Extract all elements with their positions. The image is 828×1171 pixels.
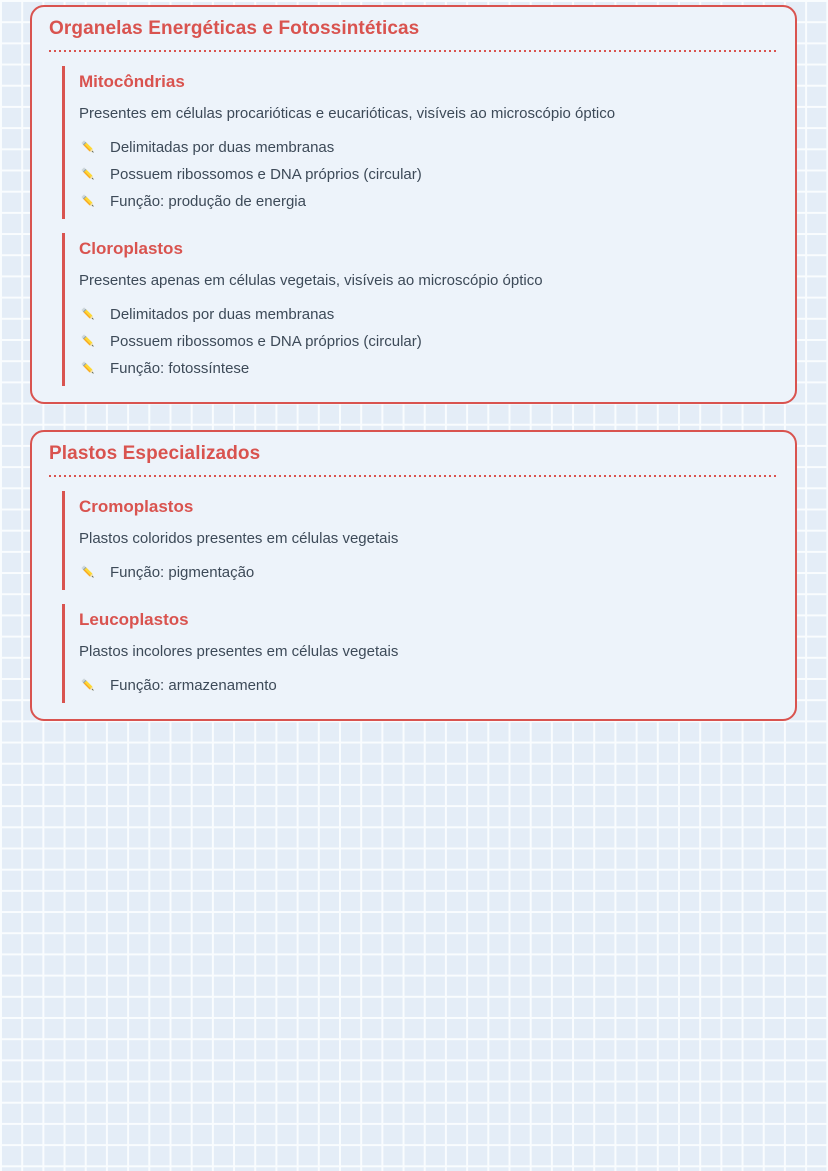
dotted-divider bbox=[49, 50, 778, 52]
bullet-item bbox=[79, 328, 778, 355]
bullet-list bbox=[79, 559, 778, 586]
bullet-item bbox=[79, 161, 778, 188]
bullet-list bbox=[79, 301, 778, 382]
subtopic-section bbox=[62, 604, 778, 703]
subtopic-section bbox=[62, 233, 778, 386]
bullet-list bbox=[79, 134, 778, 215]
pencil-icon bbox=[79, 192, 98, 211]
bullet-item bbox=[79, 559, 778, 586]
pencil-icon bbox=[79, 563, 98, 582]
subtopic-section bbox=[62, 66, 778, 219]
subtopic-heading: Mitocôndrias bbox=[79, 72, 185, 91]
bullet-text: Delimitadas por duas membranas bbox=[110, 139, 335, 156]
pencil-icon bbox=[79, 359, 98, 378]
bullet-item bbox=[79, 301, 778, 328]
pencil-icon bbox=[79, 676, 98, 695]
topic-card bbox=[30, 5, 797, 404]
subtopic-description: Plastos incolores presentes em células vegetais bbox=[79, 643, 399, 660]
bullet-item bbox=[79, 355, 778, 382]
card-title: Plastos Especializados bbox=[49, 443, 261, 464]
topic-card bbox=[30, 430, 797, 721]
bullet-text: Função: fotossíntese bbox=[110, 360, 250, 377]
bullet-item bbox=[79, 134, 778, 161]
subtopic-description: Presentes apenas em células vegetais, visíveis ao microscópio óptico bbox=[79, 272, 543, 289]
card-body bbox=[49, 66, 778, 386]
bullet-list bbox=[79, 672, 778, 699]
subtopic-heading: Leucoplastos bbox=[79, 610, 189, 629]
subtopic-section bbox=[62, 491, 778, 590]
dotted-divider bbox=[49, 475, 778, 477]
bullet-text: Delimitados por duas membranas bbox=[110, 306, 335, 323]
bullet-text: Função: armazenamento bbox=[110, 677, 277, 694]
bullet-text: Possuem ribossomos e DNA próprios (circular) bbox=[110, 166, 422, 183]
subtopic-description: Plastos coloridos presentes em células vegetais bbox=[79, 530, 399, 547]
subtopic-description: Presentes em células procarióticas e eucarióticas, visíveis ao microscópio óptico bbox=[79, 105, 616, 122]
card-body bbox=[49, 491, 778, 703]
subtopic-heading: Cromoplastos bbox=[79, 497, 194, 516]
bullet-item bbox=[79, 672, 778, 699]
subtopic-heading: Cloroplastos bbox=[79, 239, 183, 258]
pencil-icon bbox=[79, 138, 98, 157]
card-title: Organelas Energéticas e Fotossintéticas bbox=[49, 18, 420, 39]
bullet-item bbox=[79, 188, 778, 215]
bullet-text: Função: pigmentação bbox=[110, 564, 255, 581]
pencil-icon bbox=[79, 305, 98, 324]
bullet-text: Função: produção de energia bbox=[110, 193, 306, 210]
pencil-icon bbox=[79, 165, 98, 184]
bullet-text: Possuem ribossomos e DNA próprios (circular) bbox=[110, 333, 422, 350]
pencil-icon bbox=[79, 332, 98, 351]
